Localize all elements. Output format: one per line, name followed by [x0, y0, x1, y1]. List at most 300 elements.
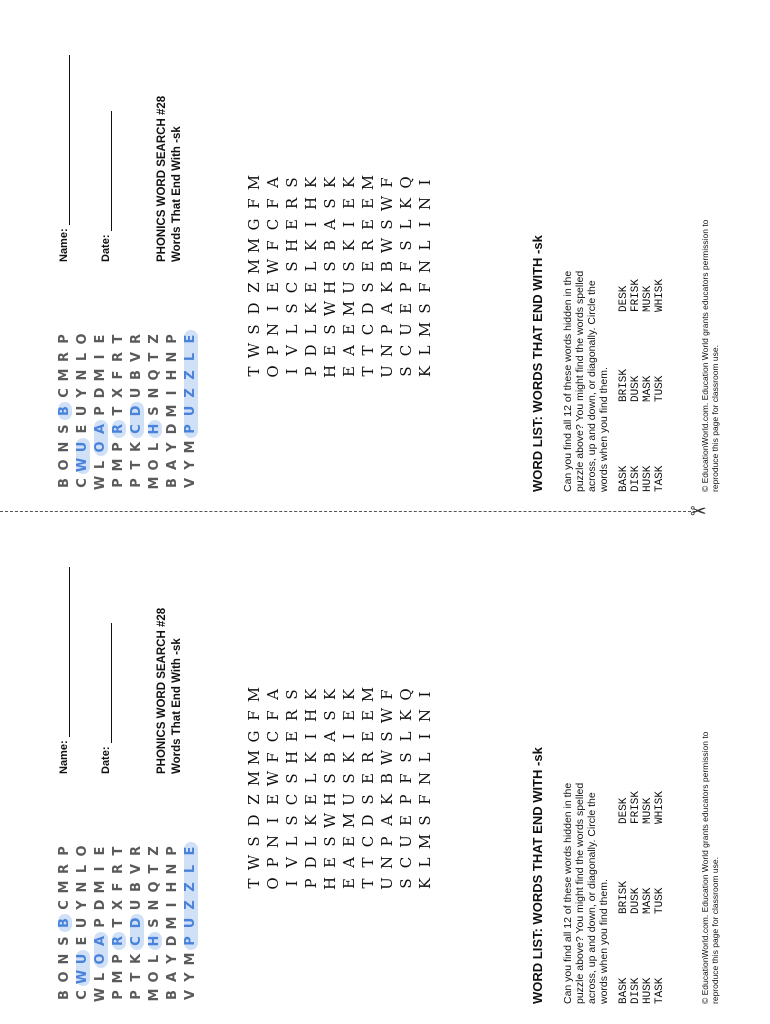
grid-row: [245, 684, 264, 894]
grid-cell[interactable]: I: [283, 368, 301, 375]
grid-cell[interactable]: T: [359, 366, 377, 377]
grid-cell[interactable]: S: [283, 303, 301, 314]
grid-cell[interactable]: A: [340, 345, 358, 356]
logo-letter: N: [57, 953, 72, 965]
grid-cell[interactable]: K: [397, 709, 415, 722]
grid-cell[interactable]: I: [302, 221, 320, 228]
grid-row: [264, 172, 283, 382]
grid-cell[interactable]: R: [359, 239, 377, 252]
grid-cell[interactable]: C: [283, 793, 301, 806]
logo-letter: B: [57, 478, 72, 488]
grid-cell[interactable]: D: [359, 814, 377, 827]
grid-cell[interactable]: C: [359, 323, 377, 336]
logo-letter: P: [57, 334, 72, 344]
grid-cell[interactable]: L: [397, 219, 415, 230]
word-list-item: TASK: [654, 977, 666, 1004]
grid-cell[interactable]: L: [397, 731, 415, 742]
grid-cell[interactable]: B: [378, 772, 396, 785]
grid-cell[interactable]: S: [321, 324, 339, 335]
grid-cell[interactable]: R: [283, 709, 301, 722]
grid-cell[interactable]: N: [416, 771, 434, 786]
logo-row: [58, 794, 72, 1004]
grid-cell[interactable]: B: [378, 260, 396, 273]
logo-letter: P: [183, 936, 198, 946]
grid-cell[interactable]: W: [321, 300, 339, 317]
logo-letter: T: [111, 406, 126, 416]
grid-cell[interactable]: E: [340, 710, 358, 721]
grid-cell[interactable]: F: [264, 710, 282, 721]
grid-cell[interactable]: M: [245, 770, 263, 787]
grid-cell[interactable]: K: [302, 239, 320, 252]
grid-cell[interactable]: C: [397, 856, 415, 869]
logo-letter: P: [93, 406, 108, 416]
grid-cell[interactable]: I: [416, 733, 434, 740]
grid-cell[interactable]: D: [245, 814, 263, 827]
logo-letter: V: [129, 351, 144, 363]
date-field[interactable]: [100, 111, 112, 262]
grid-cell[interactable]: A: [378, 815, 396, 826]
grid-cell[interactable]: E: [340, 366, 358, 377]
logo-letter: S: [57, 424, 72, 434]
grid-cell[interactable]: E: [264, 794, 282, 805]
grid-cell[interactable]: K: [416, 877, 434, 890]
grid-cell[interactable]: E: [359, 261, 377, 272]
grid-cell[interactable]: I: [283, 880, 301, 887]
grid-cell[interactable]: K: [378, 281, 396, 294]
grid-row: [416, 172, 435, 382]
grid-cell[interactable]: N: [416, 259, 434, 274]
logo-letter: K: [129, 441, 144, 453]
logo-letter: Z: [183, 900, 198, 910]
grid-cell[interactable]: D: [302, 856, 320, 869]
grid-cell[interactable]: L: [302, 836, 320, 847]
logo-letter: B: [129, 882, 144, 892]
grid-cell[interactable]: F: [378, 177, 396, 188]
grid-cell[interactable]: Z: [245, 282, 263, 293]
puzzle-logo: [58, 794, 202, 1004]
grid-cell[interactable]: M: [245, 258, 263, 275]
grid-cell[interactable]: I: [416, 221, 434, 228]
grid-cell[interactable]: E: [321, 345, 339, 356]
grid-cell[interactable]: S: [321, 710, 339, 721]
logo-letter: R: [129, 334, 144, 345]
grid-cell[interactable]: L: [302, 773, 320, 784]
grid-cell[interactable]: H: [283, 750, 301, 765]
grid-row: [378, 172, 397, 382]
logo-letter: W: [75, 969, 90, 985]
grid-cell[interactable]: E: [264, 282, 282, 293]
grid-cell[interactable]: V: [283, 857, 301, 868]
grid-cell[interactable]: S: [321, 836, 339, 847]
grid-cell[interactable]: P: [264, 345, 282, 356]
logo-letter: L: [183, 864, 198, 874]
logo-letter: T: [147, 352, 162, 362]
word-list-item: TUSK: [654, 375, 666, 402]
logo-letter: E: [75, 936, 90, 946]
grid-row: [397, 684, 416, 894]
grid-cell[interactable]: B: [321, 751, 339, 764]
grid-cell[interactable]: E: [302, 282, 320, 293]
grid-cell[interactable]: N: [264, 834, 282, 849]
grid-cell[interactable]: K: [416, 365, 434, 378]
grid-cell[interactable]: S: [321, 198, 339, 209]
logo-letter: E: [93, 846, 108, 856]
logo-letter: Z: [147, 846, 162, 856]
grid-cell[interactable]: W: [378, 237, 396, 254]
grid-cell[interactable]: K: [378, 793, 396, 806]
grid-cell[interactable]: E: [283, 731, 301, 742]
logo-letter: O: [147, 971, 162, 983]
name-label: Name:: [58, 228, 70, 262]
logo-letter: H: [165, 369, 180, 381]
grid-row: [283, 684, 302, 894]
grid-cell[interactable]: M: [245, 749, 263, 766]
grid-cell[interactable]: D: [302, 344, 320, 357]
grid-cell[interactable]: C: [264, 218, 282, 231]
grid-cell[interactable]: K: [302, 751, 320, 764]
grid-cell[interactable]: M: [245, 174, 263, 191]
grid-cell[interactable]: S: [416, 815, 434, 826]
grid-cell[interactable]: L: [283, 324, 301, 335]
grid-row: [245, 172, 264, 382]
grid-cell[interactable]: E: [302, 794, 320, 805]
grid-cell[interactable]: E: [340, 324, 358, 335]
grid-cell[interactable]: S: [378, 731, 396, 742]
grid-cell[interactable]: N: [416, 196, 434, 211]
grid-cell[interactable]: L: [416, 752, 434, 763]
logo-letter: D: [93, 387, 108, 399]
grid-cell[interactable]: F: [416, 282, 434, 293]
grid-cell[interactable]: S: [283, 815, 301, 826]
logo-letter: U: [75, 917, 90, 929]
grid-cell[interactable]: T: [245, 366, 263, 377]
logo-letter: T: [129, 972, 144, 982]
grid-cell[interactable]: S: [283, 261, 301, 272]
grid-cell[interactable]: L: [283, 836, 301, 847]
grid-cell[interactable]: E: [397, 303, 415, 314]
grid-cell[interactable]: F: [264, 198, 282, 209]
grid-cell[interactable]: K: [321, 176, 339, 189]
grid-cell[interactable]: P: [264, 857, 282, 868]
grid-cell[interactable]: C: [397, 344, 415, 357]
grid-cell[interactable]: I: [264, 817, 282, 824]
logo-letter: M: [147, 988, 162, 1002]
grid-cell[interactable]: A: [321, 219, 339, 230]
grid-cell[interactable]: S: [359, 282, 377, 293]
logo-letter: U: [183, 917, 198, 929]
grid-cell[interactable]: U: [340, 281, 358, 294]
grid-cell[interactable]: S: [321, 773, 339, 784]
grid-cell[interactable]: E: [397, 815, 415, 826]
grid-cell[interactable]: F: [378, 689, 396, 700]
grid-row: [283, 172, 302, 382]
grid-cell[interactable]: S: [321, 261, 339, 272]
grid-cell[interactable]: S: [340, 261, 358, 272]
grid-cell[interactable]: E: [359, 198, 377, 209]
grid-cell[interactable]: S: [340, 773, 358, 784]
grid-cell[interactable]: M: [359, 686, 377, 703]
grid-cell[interactable]: R: [283, 197, 301, 210]
logo-letter: V: [183, 477, 198, 489]
grid-cell[interactable]: T: [359, 857, 377, 868]
grid-cell[interactable]: L: [416, 345, 434, 356]
grid-cell[interactable]: M: [359, 174, 377, 191]
word-list-item: FRISK: [630, 278, 642, 312]
grid-cell[interactable]: P: [378, 836, 396, 847]
grid-cell[interactable]: E: [359, 773, 377, 784]
grid-cell[interactable]: K: [397, 197, 415, 210]
grid-cell[interactable]: P: [302, 878, 320, 889]
grid-cell[interactable]: L: [302, 324, 320, 335]
logo-letter: R: [111, 352, 126, 363]
grid-cell[interactable]: A: [264, 689, 282, 700]
grid-cell[interactable]: F: [397, 261, 415, 272]
logo-letter: P: [93, 918, 108, 928]
grid-cell[interactable]: Q: [397, 688, 415, 701]
grid-cell[interactable]: A: [378, 303, 396, 314]
word-list-item: DESK: [618, 797, 630, 824]
logo-letter: H: [147, 423, 162, 435]
grid-cell[interactable]: N: [416, 708, 434, 723]
grid-cell[interactable]: W: [378, 195, 396, 212]
grid-cell[interactable]: B: [321, 239, 339, 252]
grid-cell[interactable]: P: [302, 366, 320, 377]
logo-letter: D: [129, 917, 144, 929]
grid-cell[interactable]: M: [416, 833, 434, 850]
grid-cell[interactable]: G: [245, 730, 263, 743]
grid-cell[interactable]: K: [340, 751, 358, 764]
grid-cell[interactable]: E: [359, 710, 377, 721]
grid-cell[interactable]: K: [302, 814, 320, 827]
grid-cell[interactable]: H: [321, 280, 339, 295]
grid-row: [321, 172, 340, 382]
logo-letter: W: [93, 987, 108, 1003]
grid-cell[interactable]: W: [378, 749, 396, 766]
grid-cell[interactable]: T: [245, 878, 263, 889]
copyright-footer: © EducationWorld.com. Education World grants educators permission to reproduce this page for classroom use.: [700, 731, 720, 1004]
grid-cell[interactable]: N: [378, 855, 396, 870]
grid-cell[interactable]: S: [283, 177, 301, 188]
logo-letter: L: [147, 442, 162, 452]
grid-cell[interactable]: M: [340, 812, 358, 829]
page-title: PHONICS WORD SEARCH #28: [156, 607, 168, 774]
logo-letter: Z: [147, 334, 162, 344]
logo-letter: Z: [183, 882, 198, 892]
logo-letter: D: [129, 405, 144, 417]
grid-cell[interactable]: T: [359, 878, 377, 889]
logo-letter: C: [57, 900, 72, 910]
logo-letter: C: [75, 478, 90, 488]
date-label: Date:: [100, 746, 112, 774]
logo-letter: R: [111, 424, 126, 435]
grid-cell[interactable]: E: [340, 878, 358, 889]
grid-cell[interactable]: E: [359, 731, 377, 742]
grid-cell[interactable]: K: [302, 688, 320, 701]
grid-cell[interactable]: I: [416, 179, 434, 186]
grid-cell[interactable]: G: [245, 218, 263, 231]
grid-cell[interactable]: F: [416, 794, 434, 805]
grid-row: [359, 684, 378, 894]
logo-letter: B: [57, 918, 72, 928]
grid-cell[interactable]: H: [321, 876, 339, 891]
grid-cell[interactable]: R: [359, 751, 377, 764]
grid-cell[interactable]: U: [397, 323, 415, 336]
grid-cell[interactable]: P: [397, 794, 415, 805]
copyright-footer: © EducationWorld.com. Education World grants educators permission to reproduce this page for classroom use.: [700, 219, 720, 492]
grid-cell[interactable]: M: [245, 237, 263, 254]
grid-cell[interactable]: F: [245, 710, 263, 721]
grid-cell[interactable]: L: [416, 857, 434, 868]
logo-letter: Y: [75, 388, 90, 398]
grid-cell[interactable]: E: [340, 198, 358, 209]
logo-letter: E: [183, 334, 198, 344]
grid-cell[interactable]: U: [378, 877, 396, 890]
logo-letter: R: [129, 846, 144, 857]
grid-cell[interactable]: O: [264, 365, 282, 378]
logo-row: [130, 794, 144, 1004]
grid-cell[interactable]: L: [302, 261, 320, 272]
logo-letter: O: [57, 459, 72, 471]
grid-cell[interactable]: P: [378, 324, 396, 335]
grid-row: [321, 684, 340, 894]
grid-cell[interactable]: I: [264, 305, 282, 312]
logo-letter: B: [129, 370, 144, 380]
grid-cell[interactable]: N: [378, 343, 396, 358]
logo-letter: Y: [183, 972, 198, 982]
grid-cell[interactable]: N: [264, 322, 282, 337]
word-list-item: MUSK: [642, 797, 654, 824]
grid-cell[interactable]: F: [264, 240, 282, 251]
logo-row: [166, 282, 180, 492]
grid-cell[interactable]: Q: [397, 176, 415, 189]
grid-cell[interactable]: E: [359, 219, 377, 230]
logo-letter: O: [75, 333, 90, 345]
grid-cell[interactable]: I: [340, 221, 358, 228]
grid-cell[interactable]: E: [321, 857, 339, 868]
grid-cell[interactable]: E: [340, 836, 358, 847]
grid-cell[interactable]: W: [264, 258, 282, 275]
grid-cell[interactable]: C: [264, 730, 282, 743]
logo-letter: M: [93, 880, 108, 894]
grid-cell[interactable]: D: [359, 302, 377, 315]
grid-cell[interactable]: F: [397, 773, 415, 784]
logo-letter: L: [93, 460, 108, 470]
grid-cell[interactable]: S: [378, 219, 396, 230]
grid-cell[interactable]: S: [283, 773, 301, 784]
grid-cell[interactable]: S: [359, 794, 377, 805]
grid-cell[interactable]: W: [264, 770, 282, 787]
logo-letter: P: [129, 990, 144, 1000]
grid-cell[interactable]: A: [340, 857, 358, 868]
grid-cell[interactable]: U: [340, 793, 358, 806]
grid-cell[interactable]: W: [321, 812, 339, 829]
logo-letter: L: [93, 972, 108, 982]
grid-cell[interactable]: K: [302, 302, 320, 315]
grid-cell[interactable]: Z: [245, 794, 263, 805]
logo-letter: U: [129, 899, 144, 911]
grid-cell[interactable]: S: [397, 240, 415, 251]
grid-cell[interactable]: C: [359, 835, 377, 848]
logo-letter: S: [147, 918, 162, 928]
grid-cell[interactable]: S: [397, 366, 415, 377]
scissors-icon: ✂: [690, 499, 707, 523]
grid-cell[interactable]: I: [302, 733, 320, 740]
grid-cell[interactable]: S: [416, 303, 434, 314]
grid-cell[interactable]: W: [378, 707, 396, 724]
grid-cell[interactable]: K: [321, 688, 339, 701]
logo-letter: N: [57, 441, 72, 453]
grid-cell[interactable]: W: [245, 854, 263, 871]
grid-cell[interactable]: F: [264, 752, 282, 763]
name-field[interactable]: [58, 567, 70, 774]
grid-cell[interactable]: U: [397, 835, 415, 848]
grid-cell[interactable]: P: [397, 282, 415, 293]
grid-cell[interactable]: W: [245, 342, 263, 359]
grid-cell[interactable]: S: [245, 836, 263, 847]
grid-cell[interactable]: S: [283, 689, 301, 700]
grid-cell[interactable]: D: [245, 302, 263, 315]
logo-letter: A: [93, 935, 108, 947]
logo-row: [148, 282, 162, 492]
grid-cell[interactable]: H: [283, 238, 301, 253]
logo-letter: N: [75, 881, 90, 893]
logo-letter: P: [165, 846, 180, 856]
grid-cell[interactable]: A: [264, 177, 282, 188]
logo-letter: Z: [183, 388, 198, 398]
grid-cell[interactable]: H: [321, 792, 339, 807]
logo-letter: W: [75, 457, 90, 473]
grid-cell[interactable]: V: [283, 345, 301, 356]
grid-cell[interactable]: U: [378, 365, 396, 378]
grid-cell[interactable]: O: [264, 877, 282, 890]
grid-cell[interactable]: H: [302, 708, 320, 723]
logo-letter: M: [111, 970, 126, 984]
logo-letter: O: [147, 459, 162, 471]
grid-cell[interactable]: H: [302, 196, 320, 211]
grid-cell[interactable]: E: [283, 219, 301, 230]
grid-cell[interactable]: I: [416, 691, 434, 698]
grid-cell[interactable]: T: [359, 345, 377, 356]
grid-cell[interactable]: C: [283, 281, 301, 294]
grid-cell[interactable]: M: [416, 321, 434, 338]
letter-grid: [245, 172, 435, 382]
grid-cell[interactable]: K: [340, 176, 358, 189]
logo-letter: T: [111, 846, 126, 856]
word-list-item: HUSK: [642, 977, 654, 1004]
word-list-item: DISK: [630, 977, 642, 1004]
grid-cell[interactable]: I: [340, 733, 358, 740]
logo-letter: Y: [75, 900, 90, 910]
logo-letter: R: [57, 352, 72, 363]
logo-letter: I: [93, 866, 108, 872]
grid-cell[interactable]: M: [245, 686, 263, 703]
grid-cell[interactable]: A: [321, 731, 339, 742]
grid-cell[interactable]: K: [302, 176, 320, 189]
grid-cell[interactable]: S: [397, 752, 415, 763]
grid-cell[interactable]: S: [397, 878, 415, 889]
name-field[interactable]: [58, 55, 70, 262]
grid-cell[interactable]: S: [245, 324, 263, 335]
date-field[interactable]: [100, 623, 112, 774]
grid-cell[interactable]: L: [416, 240, 434, 251]
grid-cell[interactable]: M: [340, 300, 358, 317]
grid-cell[interactable]: H: [321, 364, 339, 379]
grid-cell[interactable]: K: [340, 688, 358, 701]
grid-cell[interactable]: F: [245, 198, 263, 209]
logo-letter: M: [93, 368, 108, 382]
logo-letter: P: [165, 334, 180, 344]
grid-cell[interactable]: K: [340, 239, 358, 252]
